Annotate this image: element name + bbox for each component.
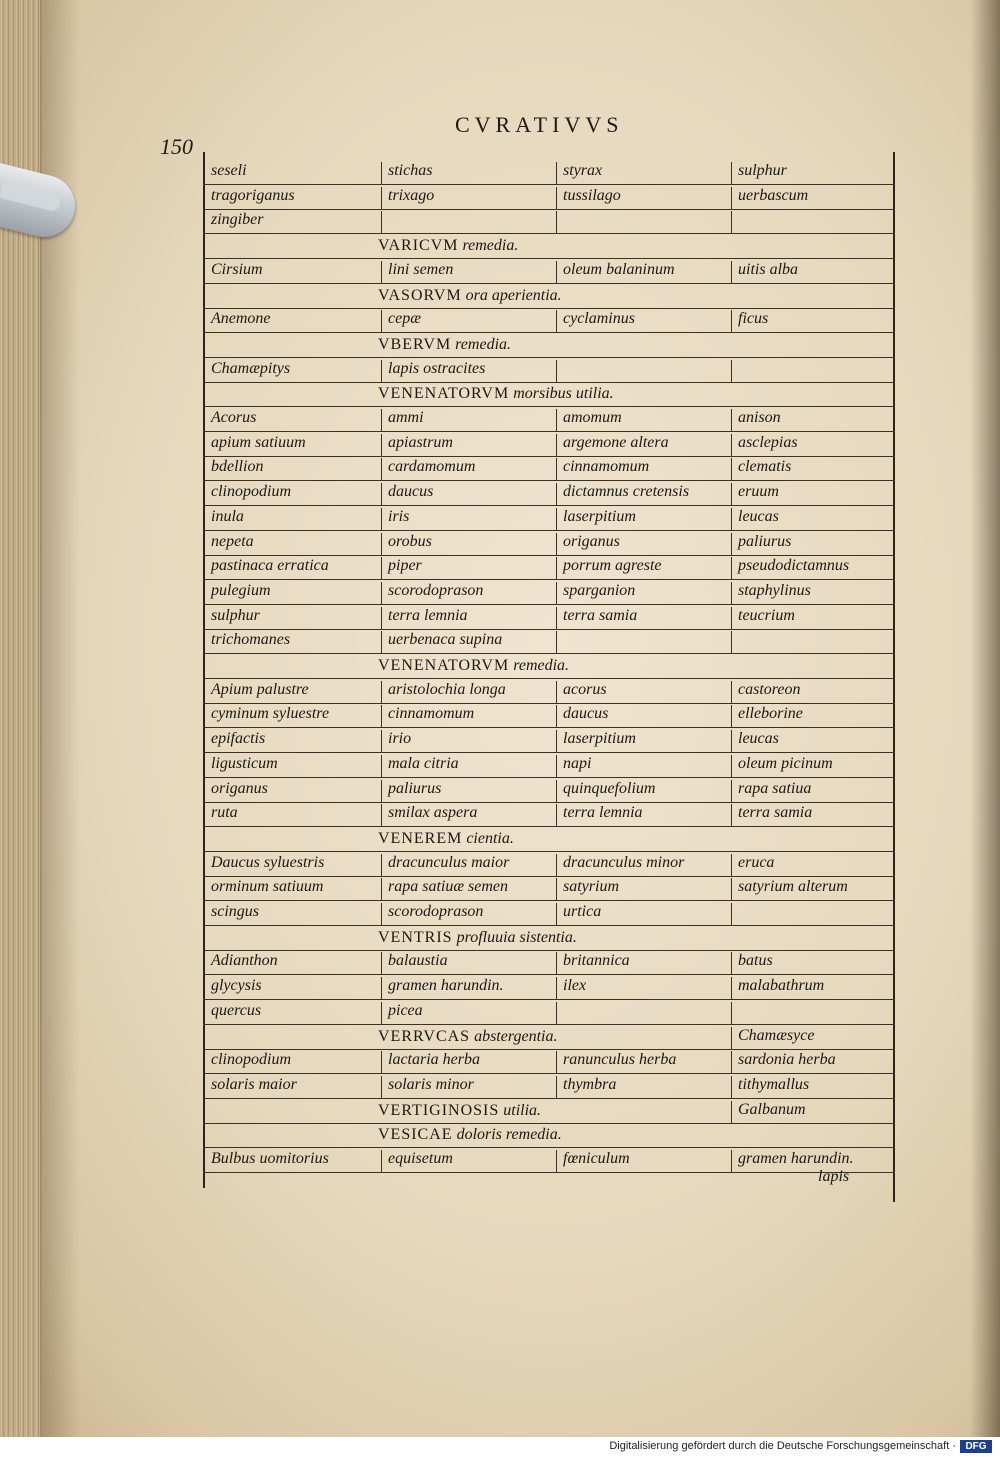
table-cell: argemone altera xyxy=(556,434,669,456)
table-row xyxy=(203,580,895,605)
table-cell: glycysis xyxy=(211,977,262,994)
table-cell: tussilago xyxy=(556,187,621,209)
table-cell: uitis alba xyxy=(731,261,798,283)
table-cell: sardonia herba xyxy=(731,1051,836,1073)
table-cell: cardamomum xyxy=(381,458,475,480)
section-title-rest: remedia. xyxy=(455,336,512,353)
table-cell: scingus xyxy=(211,903,259,920)
section-title-rest: profluuia sistentia. xyxy=(456,929,577,946)
table-cell xyxy=(556,631,563,653)
table-row xyxy=(203,555,895,580)
table-cell: batus xyxy=(731,952,773,974)
section-title xyxy=(378,237,518,255)
table-cell: aristolochia longa xyxy=(381,681,506,703)
table-row xyxy=(203,901,895,926)
table-cell: paliurus xyxy=(731,533,791,555)
table-row xyxy=(203,407,895,432)
table-cell: urtica xyxy=(556,903,601,925)
section-title-caps: VBERVM xyxy=(378,336,452,353)
table-row xyxy=(203,852,895,877)
table-cell: ammi xyxy=(381,409,424,431)
table-cell: gramen harundin. xyxy=(381,977,504,999)
table-cell: tragoriganus xyxy=(211,187,295,204)
table-cell: uerbascum xyxy=(731,187,808,209)
table-cell: scorodoprason xyxy=(381,903,483,925)
table-cell: inula xyxy=(211,508,244,525)
section-title xyxy=(378,287,562,305)
table-cell xyxy=(731,211,738,233)
table-cell xyxy=(556,360,563,382)
section-heading xyxy=(203,1099,895,1124)
table-cell: bdellion xyxy=(211,458,264,475)
table-cell: malabathrum xyxy=(731,977,824,999)
table-row xyxy=(203,506,895,531)
table-cell: teucrium xyxy=(731,607,795,629)
table-cell: Chamæpitys xyxy=(211,360,291,377)
table-cell xyxy=(731,1002,738,1024)
table-row xyxy=(203,456,895,481)
table-cell: ilex xyxy=(556,977,586,999)
table-cell: irio xyxy=(381,730,411,752)
table-row xyxy=(203,1000,895,1025)
table-cell xyxy=(731,631,738,653)
table-cell: clinopodium xyxy=(211,483,291,500)
table-cell: lini semen xyxy=(381,261,453,283)
table-cell xyxy=(381,211,388,233)
table-row xyxy=(203,703,895,728)
table-row xyxy=(203,778,895,803)
section-title-rest: ora aperientia. xyxy=(465,287,562,304)
table-cell: daucus xyxy=(556,705,608,727)
table-cell: pastinaca erratica xyxy=(211,557,329,574)
table-cell xyxy=(731,360,738,382)
table-cell: iris xyxy=(381,508,409,530)
table-cell: acorus xyxy=(556,681,607,703)
table-cell: terra samia xyxy=(556,607,637,629)
section-title-caps: VESICAE xyxy=(378,1126,453,1143)
table-row xyxy=(203,160,895,185)
table-cell: terra samia xyxy=(731,804,812,826)
table-cell: picea xyxy=(381,1002,423,1024)
table-cell: lactaria herba xyxy=(381,1051,480,1073)
table-row xyxy=(203,679,895,704)
table-cell: oleum picinum xyxy=(731,755,833,777)
table-row xyxy=(203,975,895,1000)
table-cell: sulphur xyxy=(211,607,260,624)
table-cell: lapis ostracites xyxy=(381,360,485,382)
table-cell: origanus xyxy=(211,780,268,797)
section-title-caps: VENENATORVM xyxy=(378,657,510,674)
table-cell: sulphur xyxy=(731,162,787,184)
table-cell: leucas xyxy=(731,508,779,530)
section-heading xyxy=(203,333,895,358)
table-cell: quercus xyxy=(211,1002,262,1019)
table-cell: rapa satiua xyxy=(731,780,811,802)
table-cell: orobus xyxy=(381,533,432,555)
table-row xyxy=(203,259,895,284)
table-cell: Anemone xyxy=(211,310,271,327)
table-cell: tithymallus xyxy=(731,1076,809,1098)
table-cell: elleborine xyxy=(731,705,803,727)
table-cell: eruum xyxy=(731,483,779,505)
table-cell: castoreon xyxy=(731,681,801,703)
section-title xyxy=(378,830,514,848)
table-cell xyxy=(731,903,738,925)
section-title-rest: remedia. xyxy=(462,237,519,254)
table-row xyxy=(203,629,895,654)
table-row xyxy=(203,185,895,210)
table-cell: origanus xyxy=(556,533,620,555)
section-heading xyxy=(203,926,895,951)
table-cell: pulegium xyxy=(211,582,271,599)
table-row xyxy=(203,358,895,383)
table-row xyxy=(203,605,895,630)
table-cell: uerbenaca supina xyxy=(381,631,502,653)
section-title-caps: VENEREM xyxy=(378,830,463,847)
running-head: CVRATIVVS xyxy=(455,112,624,137)
table-cell: britannica xyxy=(556,952,630,974)
section-extra-entry: Galbanum xyxy=(731,1101,806,1123)
section-title xyxy=(378,1102,541,1120)
section-title-rest: abstergentia. xyxy=(474,1028,558,1045)
table-cell xyxy=(556,1002,563,1024)
section-title-rest: cientia. xyxy=(466,830,514,847)
table-cell: oleum balaninum xyxy=(556,261,675,283)
section-title-caps: VENENATORVM xyxy=(378,385,510,402)
table-cell: ruta xyxy=(211,804,238,821)
section-title-caps: VARICVM xyxy=(378,237,459,254)
table-cell: porrum agreste xyxy=(556,557,662,579)
section-title-rest: utilia. xyxy=(503,1102,542,1119)
table-cell: solaris maior xyxy=(211,1076,297,1093)
section-heading xyxy=(203,284,895,309)
section-title-caps: VASORVM xyxy=(378,287,462,304)
table-cell: staphylinus xyxy=(731,582,811,604)
section-title-caps: VERRVCAS xyxy=(378,1028,471,1045)
page-edge-shadow xyxy=(970,0,1000,1437)
page-number: 150 xyxy=(160,134,193,159)
table-row xyxy=(203,432,895,457)
table-cell: styrax xyxy=(556,162,602,184)
section-title-caps: VENTRIS xyxy=(378,929,453,946)
table-cell: piper xyxy=(381,557,422,579)
table-cell: cinnamomum xyxy=(381,705,474,727)
table-cell: amomum xyxy=(556,409,622,431)
table-cell: pseudodictamnus xyxy=(731,557,849,579)
table-cell: eruca xyxy=(731,854,774,876)
section-title xyxy=(378,385,614,403)
table-cell: Bulbus uomitorius xyxy=(211,1150,329,1167)
table-row xyxy=(203,728,895,753)
table-row xyxy=(203,308,895,333)
table-cell: Adianthon xyxy=(211,952,278,969)
table-row xyxy=(203,950,895,975)
table-cell: Cirsium xyxy=(211,261,263,278)
table-cell: satyrium alterum xyxy=(731,878,848,900)
table-cell: orminum satiuum xyxy=(211,878,324,895)
table-cell: dictamnus cretensis xyxy=(556,483,689,505)
section-heading xyxy=(203,827,895,852)
section-title xyxy=(378,929,577,947)
table-cell: satyrium xyxy=(556,878,619,900)
table-row xyxy=(203,481,895,506)
table-row xyxy=(203,531,895,556)
table-cell: cinnamomum xyxy=(556,458,649,480)
section-title xyxy=(378,336,511,354)
table-cell: mala citria xyxy=(381,755,459,777)
table-cell: trixago xyxy=(381,187,434,209)
table-cell: stichas xyxy=(381,162,432,184)
catchword: lapis xyxy=(818,1168,850,1185)
table-cell: cepæ xyxy=(381,310,421,332)
table-row xyxy=(203,1049,895,1074)
table-row xyxy=(203,1074,895,1099)
table-cell: ficus xyxy=(731,310,768,332)
table-cell: quinquefolium xyxy=(556,780,655,802)
table-cell: cyminum syluestre xyxy=(211,705,330,722)
table-cell: paliurus xyxy=(381,780,441,802)
table-cell xyxy=(556,211,563,233)
table-cell: dracunculus maior xyxy=(381,854,509,876)
table-row xyxy=(203,753,895,778)
table-row xyxy=(203,209,895,234)
table-cell: clematis xyxy=(731,458,791,480)
table-cell: clinopodium xyxy=(211,1051,291,1068)
table-cell: laserpitium xyxy=(556,508,636,530)
table-cell: rapa satiuæ semen xyxy=(381,878,508,900)
section-title xyxy=(378,657,569,675)
section-heading xyxy=(203,1025,895,1050)
table-cell: gramen harundin. xyxy=(731,1150,854,1172)
table-cell: Apium palustre xyxy=(211,681,309,698)
section-extra-entry: Chamæsyce xyxy=(731,1027,814,1049)
table-cell: seseli xyxy=(211,162,247,179)
table-cell: equisetum xyxy=(381,1150,453,1172)
table-cell: ligusticum xyxy=(211,755,278,772)
table-cell: nepeta xyxy=(211,533,254,550)
table-cell: epifactis xyxy=(211,730,266,747)
section-heading xyxy=(203,382,895,407)
table-cell: scorodoprason xyxy=(381,582,483,604)
table-cell: thymbra xyxy=(556,1076,616,1098)
table-cell: Daucus syluestris xyxy=(211,854,325,871)
table-cell: laserpitium xyxy=(556,730,636,752)
table-cell: fœniculum xyxy=(556,1150,630,1172)
table-cell: napi xyxy=(556,755,591,777)
table-cell: trichomanes xyxy=(211,631,291,648)
table-cell: balaustia xyxy=(381,952,448,974)
table-cell: leucas xyxy=(731,730,779,752)
table-cell: anison xyxy=(731,409,781,431)
table-cell: apiastrum xyxy=(381,434,453,456)
table-cell: terra lemnia xyxy=(556,804,643,826)
table-cell: zingiber xyxy=(211,211,264,228)
table-cell: daucus xyxy=(381,483,433,505)
table-cell: smilax aspera xyxy=(381,804,477,826)
section-title-caps: VERTIGINOSIS xyxy=(378,1102,500,1119)
footer-text: Digitalisierung gefördert durch die Deutsche Forschungsgemeinschaft · xyxy=(609,1440,956,1452)
dfg-logo: DFG xyxy=(960,1440,992,1453)
section-title-rest: doloris remedia. xyxy=(456,1126,562,1143)
digitization-footer xyxy=(0,1437,1000,1457)
section-title-rest: morsibus utilia. xyxy=(513,385,614,402)
section-heading xyxy=(203,1123,895,1148)
table-cell: solaris minor xyxy=(381,1076,474,1098)
table-cell: sparganion xyxy=(556,582,635,604)
section-heading xyxy=(203,654,895,679)
table-cell: terra lemnia xyxy=(381,607,468,629)
section-title xyxy=(378,1126,562,1144)
table-row xyxy=(203,1148,895,1173)
section-title xyxy=(378,1028,557,1046)
table-cell: cyclaminus xyxy=(556,310,635,332)
table-cell: dracunculus minor xyxy=(556,854,684,876)
table-cell: apium satiuum xyxy=(211,434,306,451)
table-row xyxy=(203,876,895,901)
table-row xyxy=(203,802,895,827)
table-cell: Acorus xyxy=(211,409,257,426)
section-title-rest: remedia. xyxy=(513,657,570,674)
table-cell: ranunculus herba xyxy=(556,1051,676,1073)
section-heading xyxy=(203,234,895,259)
table-cell: asclepias xyxy=(731,434,798,456)
